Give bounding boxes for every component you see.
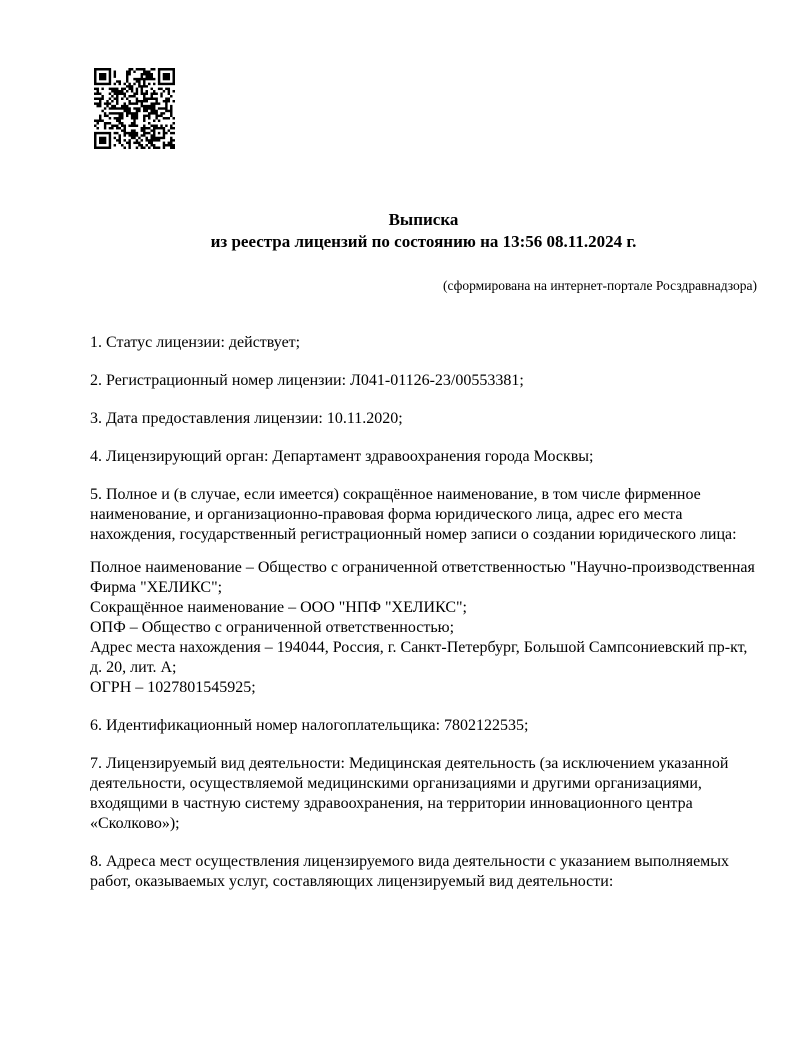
paragraph-grant-date: 3. Дата предоставления лицензии: 10.11.2020; bbox=[90, 410, 403, 427]
company-address: Адрес места нахождения – 194044, Россия, г. Санкт-Петербург, Большой Сампсониевский пр-кт, д. 20, лит. А; bbox=[90, 639, 748, 676]
paragraph-licensed-activity: 7. Лицензируемый вид деятельности: Медицинская деятельность (за исключением указанной деятельности, осуществляемой медицинскими организациями и другими организациями, входящими в частную систему здравоохранения, на территории инновационного центра «Сколково»); bbox=[90, 755, 729, 832]
document-title bbox=[90, 209, 757, 253]
paragraph-inn: 6. Идентификационный номер налогоплательщика: 7802122535; bbox=[90, 717, 529, 734]
company-short-name: Сокращённое наименование – ООО "НПФ "ХЕЛИКС"; bbox=[90, 599, 467, 616]
company-details bbox=[90, 558, 757, 698]
document-title-line1: Выписка bbox=[388, 210, 459, 229]
company-full-name: Полное наименование – Общество с ограниченной ответственностью "Научно-производственная Фирма "ХЕЛИКС"; bbox=[90, 559, 755, 596]
company-opf: ОПФ – Общество с ограниченной ответственностью; bbox=[90, 619, 455, 636]
paragraph-activity-addresses-intro: 8. Адреса мест осуществления лицензируемого вида деятельности с указанием выполняемых работ, оказываемых услуг, составляющих лицензируемый вид деятельности: bbox=[90, 853, 730, 890]
paragraph-licensing-authority: 4. Лицензирующий орган: Департамент здравоохранения города Москвы; bbox=[90, 448, 594, 465]
document-title-line2: из реестра лицензий по состоянию на 13:56 08.11.2024 г. bbox=[210, 232, 637, 251]
paragraph-name-intro: 5. Полное и (в случае, если имеется) сокращённое наименование, в том числе фирменное наименование, и организационно-правовая форма юридического лица, адрес его места нахождения, государственный регистрационный номер записи о создании юридического лица: bbox=[90, 486, 737, 543]
company-ogrn: ОГРН – 1027801545925; bbox=[90, 679, 256, 696]
paragraph-license-status: 1. Статус лицензии: действует; bbox=[90, 334, 301, 351]
paragraph-registration-number: 2. Регистрационный номер лицензии: Л041-01126-23/00553381; bbox=[90, 372, 524, 389]
document-content bbox=[90, 0, 757, 892]
document-subtitle: (сформирована на интернет-портале Росздравнадзора) bbox=[442, 278, 757, 293]
